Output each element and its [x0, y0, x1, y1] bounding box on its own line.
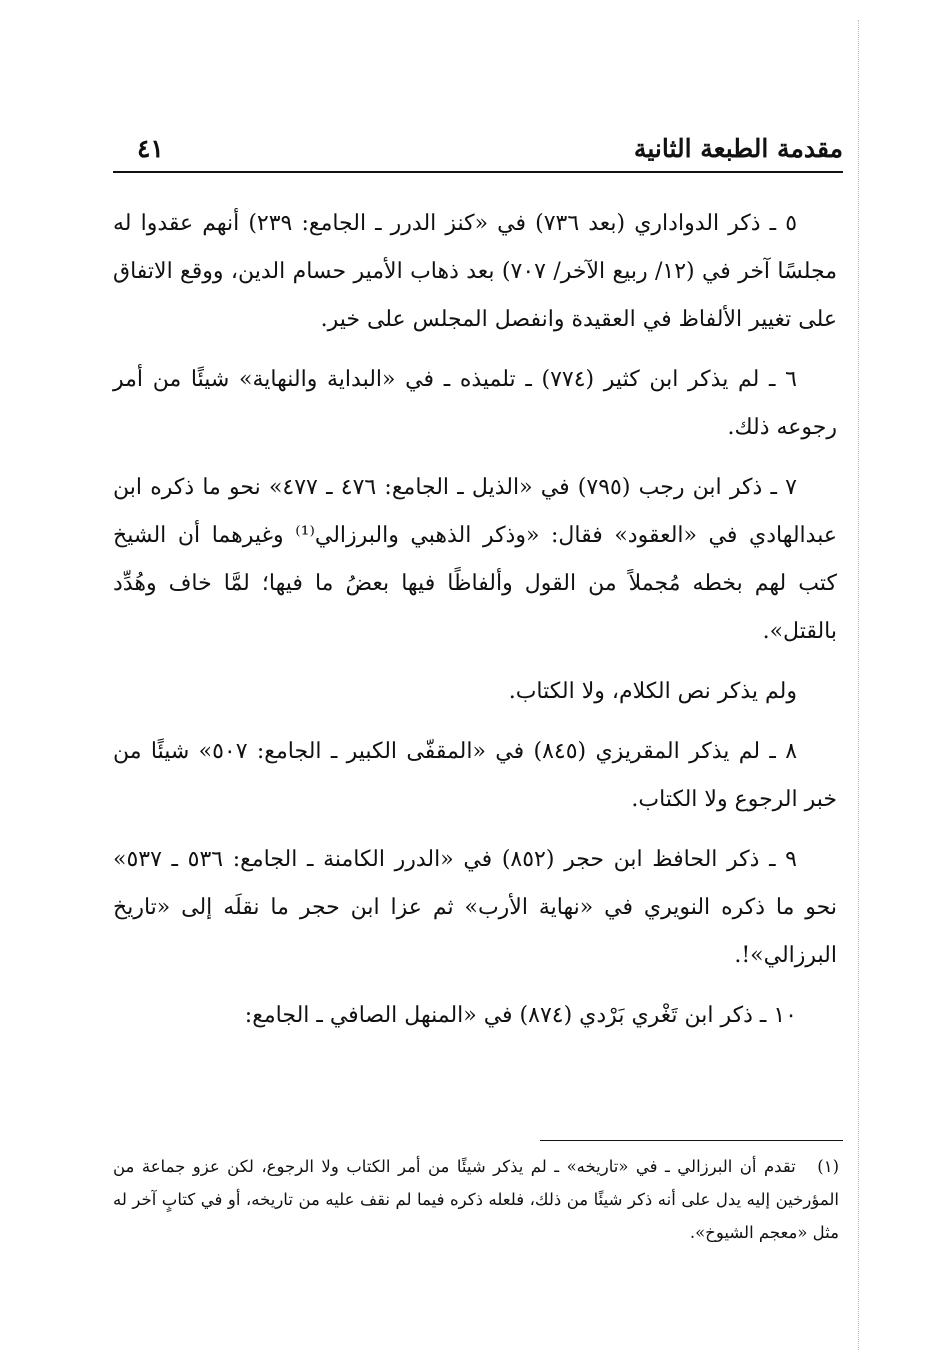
paragraph-6: ٦ ـ لم يذكر ابن كثير (٧٧٤) ـ تلميذه ـ في «البداية والنهاية» شيئًا من أمر رجوعه ذلك. — [113, 367, 837, 440]
footnote-text: تقدم أن البرزالي ـ في «تاريخه» ـ لم يذكر شيئًا من أمر الكتاب ولا الرجوع، لكن عزو جماعة من المؤرخين إليه يدل على أنه ذكر شيئًا من ذلك، فلعله ذكره فيما لم نقف عليه من تاريخه، أو في كتابٍ آخر له مثل «معجم الشيوخ». — [113, 1157, 839, 1242]
page-body — [113, 200, 837, 1052]
running-header — [113, 130, 843, 174]
paragraph-10: ١٠ ـ ذكر ابن تَغْري بَرْدي (٨٧٤) في «المنهل الصافي ـ الجامع: — [244, 1003, 797, 1028]
header-rule — [113, 171, 843, 173]
paragraph-7-note: ولم يذكر نص الكلام، ولا الكتاب. — [508, 679, 797, 704]
footnote-mark: (١) — [817, 1157, 839, 1176]
footnote — [113, 1150, 839, 1249]
paragraph-5: ٥ ـ ذكر الدواداري (بعد ٧٣٦) في «كنز الدرر ـ الجامع: ٢٣٩) أنهم عقدوا له مجلسًا آخر في (١٢/ ربيع الآخر/ ٧٠٧) بعد ذهاب الأمير حسام الدين، ووقع الاتفاق على تغيير الألفاظ في العقيدة وانفصل المجلس على خير. — [113, 211, 837, 332]
footnote-rule — [540, 1140, 843, 1141]
paragraph-9: ٩ ـ ذكر الحافظ ابن حجر (٨٥٢) في «الدرر الكامنة ـ الجامع: ٥٣٦ ـ ٥٣٧» نحو ما ذكره النويري في «نهاية الأرب» ثم عزا ابن حجر ما نقلَه إلى «تاريخ البرزالي»!. — [113, 847, 837, 968]
page-number: ٤١ — [137, 134, 164, 163]
paragraph-7: ٧ ـ ذكر ابن رجب (٧٩٥) في «الذيل ـ الجامع: ٤٧٦ ـ ٤٧٧» نحو ما ذكره ابن عبدالهادي في «العقود» فقال: «وذكر الذهبي والبرزالي⁽¹⁾ وغيرهما أن الشيخ كتب لهم بخطه مُجملاً من القول وألفاظًا فيها بعضُ ما فيها؛ لمَّا خاف وهُدِّد بالقتل». — [113, 475, 837, 644]
header-title: مقدمة الطبعة الثانية — [633, 134, 843, 163]
scan-edge-line — [858, 20, 859, 1350]
paragraph-8: ٨ ـ لم يذكر المقريزي (٨٤٥) في «المقفّى الكبير ـ الجامع: ٥٠٧» شيئًا من خبر الرجوع ولا الكتاب. — [113, 739, 837, 812]
